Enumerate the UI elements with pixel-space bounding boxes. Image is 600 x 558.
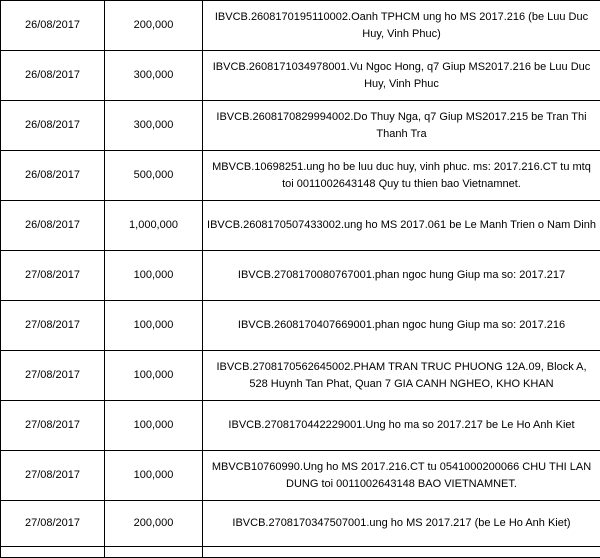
amount-cell: 1,000,000 [105,201,203,251]
table-row [1,151,600,201]
table-row [1,351,600,401]
description-cell: IBVCB.2708170080767001.phan ngoc hung Giup ma so: 2017.217 [203,251,600,301]
table-row [1,451,600,501]
date-cell: 26/08/2017 [1,51,105,101]
description-cell: IBVCB.2608171034978001.Vu Ngoc Hong, q7 Giup MS2017.216 be Luu Duc Huy, Vinh Phuc [203,51,600,101]
table-row [1,251,600,301]
amount-cell: 100,000 [105,301,203,351]
amount-cell: 200,000 [105,1,203,51]
date-cell: 27/08/2017 [1,351,105,401]
empty-cell [105,547,203,558]
description-cell: IBVCB.2708170442229001.Ung ho ma so 2017.217 be Le Ho Anh Kiet [203,401,600,451]
description-cell: MBVCB10760990.Ung ho MS 2017.216.CT tu 0541000200066 CHU THI LAN DUNG toi 0011002643148 BAO VIETNAMNET. [203,451,600,501]
date-cell: 27/08/2017 [1,301,105,351]
amount-cell: 100,000 [105,351,203,401]
date-cell: 27/08/2017 [1,501,105,547]
description-cell: IBVCB.2708170347507001.ung ho MS 2017.217 (be Le Ho Anh Kiet) [203,501,600,547]
empty-cell [1,547,105,558]
table-row [1,51,600,101]
date-cell: 26/08/2017 [1,1,105,51]
table-row [1,201,600,251]
description-cell: IBVCB.2608170407669001.phan ngoc hung Giup ma so: 2017.216 [203,301,600,351]
date-cell: 26/08/2017 [1,101,105,151]
amount-cell: 100,000 [105,401,203,451]
amount-cell: 500,000 [105,151,203,201]
amount-cell: 100,000 [105,451,203,501]
empty-cell [203,547,600,558]
amount-cell: 100,000 [105,251,203,301]
description-cell: IBVCB.2608170829994002.Do Thuy Nga, q7 Giup MS2017.215 be Tran Thi Thanh Tra [203,101,600,151]
date-cell: 27/08/2017 [1,401,105,451]
date-cell: 26/08/2017 [1,151,105,201]
description-cell: IBVCB.2708170562645002.PHAM TRAN TRUC PHUONG 12A.09, Block A, 528 Huynh Tan Phat, Quan 7 GIA CANH NGHEO, KHO KHAN [203,351,600,401]
date-cell: 26/08/2017 [1,201,105,251]
amount-cell: 200,000 [105,501,203,547]
description-cell: IBVCB.2608170195110002.Oanh TPHCM ung ho MS 2017.216 (be Luu Duc Huy, Vinh Phuc) [203,1,600,51]
description-cell: IBVCB.2608170507433002.ung ho MS 2017.061 be Le Manh Trien o Nam Dinh [203,201,600,251]
table-row [1,1,600,51]
table-row [1,101,600,151]
amount-cell: 300,000 [105,51,203,101]
date-cell: 27/08/2017 [1,251,105,301]
table-row-partial [1,547,600,558]
description-cell: MBVCB.10698251.ung ho be luu duc huy, vinh phuc. ms: 2017.216.CT tu mtq toi 0011002643148 Quy tu thien bao Vietnamnet. [203,151,600,201]
table-row [1,501,600,547]
date-cell: 27/08/2017 [1,451,105,501]
table-row [1,301,600,351]
amount-cell: 300,000 [105,101,203,151]
table-row [1,401,600,451]
